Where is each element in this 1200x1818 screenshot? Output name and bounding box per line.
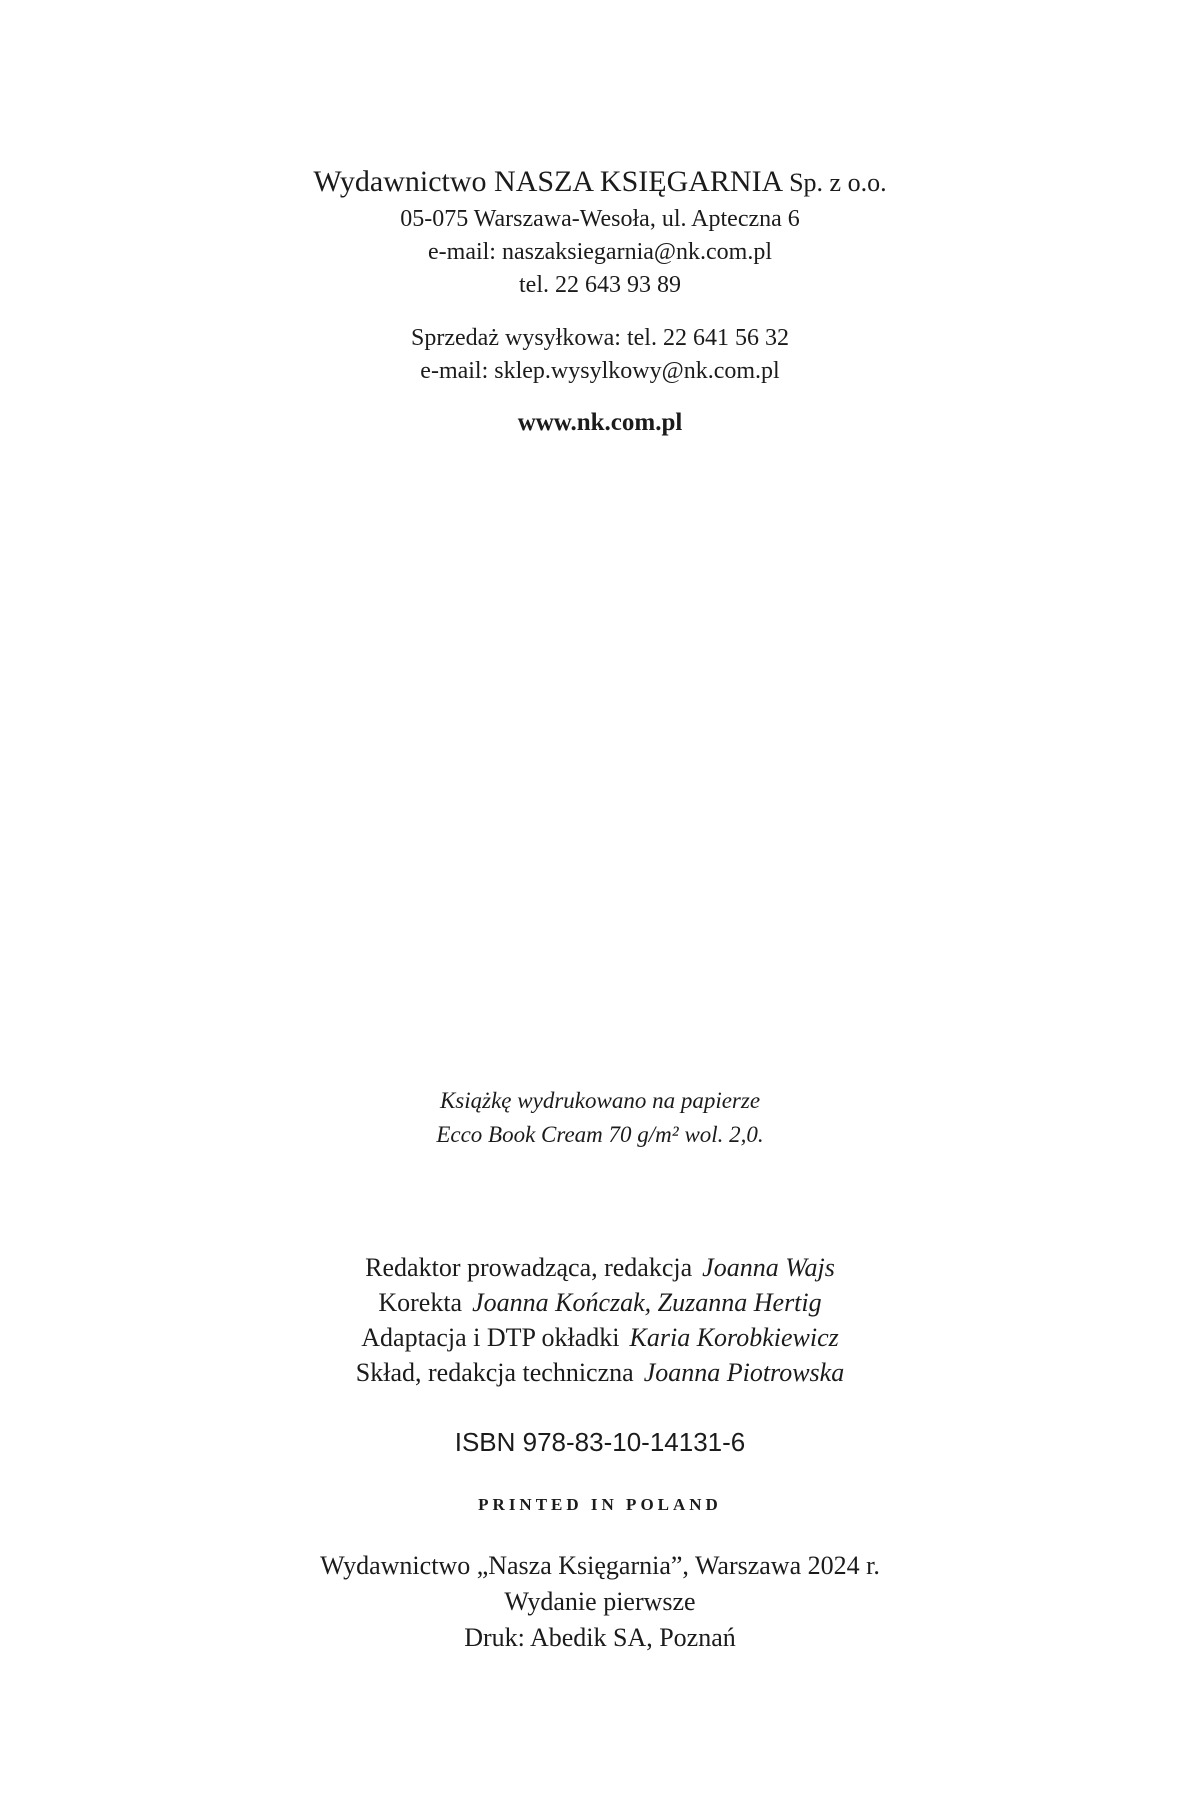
isbn: ISBN 978-83-10-14131-6 bbox=[454, 1427, 746, 1457]
credit-person: Karia Korobkiewicz bbox=[629, 1323, 839, 1352]
imprint bbox=[0, 1548, 1200, 1656]
publisher-info bbox=[0, 162, 1200, 302]
website-url: www.nk.com.pl bbox=[517, 409, 683, 436]
publisher-name-main: Wydawnictwo NASZA KSIĘGARNIA bbox=[313, 165, 782, 198]
printed-in: PRINTED IN POLAND bbox=[478, 1495, 722, 1514]
credit-typesetting bbox=[0, 1355, 1200, 1390]
credit-editor bbox=[0, 1250, 1200, 1285]
publisher-name bbox=[0, 162, 1200, 203]
imprint-publisher-year: Wydawnictwo „Nasza Księgarnia”, Warszawa 2024 r. bbox=[320, 1551, 880, 1580]
isbn-block bbox=[0, 1425, 1200, 1459]
credit-person: Joanna Kończak, Zuzanna Hertig bbox=[472, 1288, 822, 1317]
sales-email: e-mail: sklep.wysylkowy@nk.com.pl bbox=[420, 358, 780, 384]
publisher-address: 05-075 Warszawa-Wesoła, ul. Apteczna 6 bbox=[400, 206, 800, 232]
publisher-name-suffix: Sp. z o.o. bbox=[789, 168, 887, 197]
printed-in-block bbox=[0, 1493, 1200, 1517]
imprint-edition: Wydanie pierwsze bbox=[504, 1587, 696, 1616]
publisher-email: e-mail: naszaksiegarnia@nk.com.pl bbox=[428, 239, 772, 265]
credit-role: Redaktor prowadząca, redakcja bbox=[365, 1253, 693, 1282]
credit-person: Joanna Wajs bbox=[702, 1253, 835, 1282]
credit-role: Skład, redakcja techniczna bbox=[355, 1358, 634, 1387]
website-block bbox=[0, 406, 1200, 440]
credit-role: Korekta bbox=[378, 1288, 463, 1317]
credit-proofreading bbox=[0, 1285, 1200, 1320]
credit-cover-dtp bbox=[0, 1320, 1200, 1355]
paper-note bbox=[0, 1084, 1200, 1152]
publisher-phone: tel. 22 643 93 89 bbox=[519, 272, 681, 298]
paper-note-line-1: Książkę wydrukowano na papierze bbox=[439, 1088, 761, 1113]
credit-role: Adaptacja i DTP okładki bbox=[361, 1323, 620, 1352]
paper-note-line-2: Ecco Book Cream 70 g/m² wol. 2,0. bbox=[436, 1122, 764, 1147]
sales-info bbox=[0, 322, 1200, 388]
imprint-printer: Druk: Abedik SA, Poznań bbox=[464, 1623, 736, 1652]
credit-person: Joanna Piotrowska bbox=[643, 1358, 845, 1387]
sales-phone: Sprzedaż wysyłkowa: tel. 22 641 56 32 bbox=[411, 325, 789, 351]
credits bbox=[0, 1250, 1200, 1390]
